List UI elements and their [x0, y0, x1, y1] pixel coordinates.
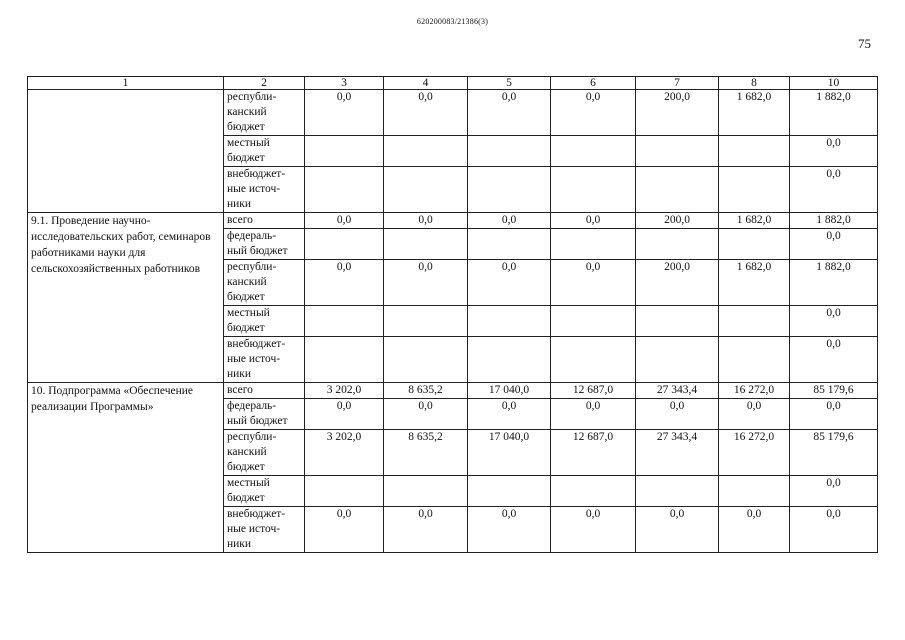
value-cell: 17 040,0 [468, 430, 551, 476]
value-cell: 16 272,0 [719, 383, 790, 399]
funding-source-cell: всего [224, 213, 305, 229]
value-cell [551, 476, 636, 507]
column-header: 7 [636, 77, 719, 90]
value-cell: 85 179,6 [790, 430, 878, 476]
value-cell [384, 337, 468, 383]
value-cell: 0,0 [468, 90, 551, 136]
funding-source-cell: местный бюджет [224, 306, 305, 337]
value-cell [719, 229, 790, 260]
column-header-row [28, 77, 878, 90]
value-cell: 1 882,0 [790, 213, 878, 229]
value-cell [384, 306, 468, 337]
value-cell: 0,0 [305, 90, 384, 136]
funding-source-cell: федераль- ный бюджет [224, 399, 305, 430]
value-cell: 1 882,0 [790, 260, 878, 306]
value-cell: 0,0 [384, 90, 468, 136]
section-title-cell: 10. Подпрограмма «Обеспечение реализации Программы» [28, 383, 224, 553]
table-body [28, 90, 878, 553]
column-header: 10 [790, 77, 878, 90]
value-cell: 0,0 [384, 260, 468, 306]
column-header: 8 [719, 77, 790, 90]
table-row [28, 90, 878, 136]
value-cell: 0,0 [551, 260, 636, 306]
value-cell: 1 682,0 [719, 90, 790, 136]
value-cell: 0,0 [551, 90, 636, 136]
value-cell [636, 167, 719, 213]
value-cell [468, 136, 551, 167]
value-cell [636, 476, 719, 507]
value-cell: 8 635,2 [384, 383, 468, 399]
value-cell [305, 337, 384, 383]
value-cell: 1 882,0 [790, 90, 878, 136]
value-cell: 0,0 [305, 260, 384, 306]
value-cell: 16 272,0 [719, 430, 790, 476]
value-cell [384, 476, 468, 507]
page-number: 75 [858, 36, 871, 51]
value-cell: 0,0 [719, 507, 790, 553]
value-cell [551, 337, 636, 383]
value-cell [468, 306, 551, 337]
funding-source-cell: внебюджет- ные источ- ники [224, 167, 305, 213]
value-cell [305, 306, 384, 337]
funding-source-cell: местный бюджет [224, 136, 305, 167]
value-cell: 0,0 [468, 507, 551, 553]
table-row [28, 213, 878, 229]
funding-source-cell: всего [224, 383, 305, 399]
value-cell [551, 136, 636, 167]
funding-source-cell: внебюджет- ные источ- ники [224, 507, 305, 553]
column-header: 5 [468, 77, 551, 90]
value-cell: 0,0 [305, 507, 384, 553]
value-cell: 27 343,4 [636, 383, 719, 399]
value-cell: 0,0 [719, 399, 790, 430]
column-header: 4 [384, 77, 468, 90]
value-cell: 0,0 [551, 399, 636, 430]
value-cell: 3 202,0 [305, 383, 384, 399]
value-cell: 0,0 [384, 213, 468, 229]
value-cell: 0,0 [384, 399, 468, 430]
value-cell: 0,0 [790, 337, 878, 383]
value-cell: 200,0 [636, 260, 719, 306]
value-cell [636, 229, 719, 260]
value-cell: 8 635,2 [384, 430, 468, 476]
column-header: 6 [551, 77, 636, 90]
value-cell: 0,0 [790, 399, 878, 430]
value-cell: 27 343,4 [636, 430, 719, 476]
value-cell [305, 229, 384, 260]
table-row [28, 383, 878, 399]
value-cell: 0,0 [468, 260, 551, 306]
value-cell: 0,0 [790, 229, 878, 260]
section-title-cell: 9.1. Проведение научно-исследовательских работ, семинаров работниками науки для сельскохозяйственных работников [28, 213, 224, 383]
value-cell [468, 476, 551, 507]
funding-source-cell: республи- канский бюджет [224, 90, 305, 136]
document-code: 620200083/21386(3) [416, 17, 489, 26]
column-header: 3 [305, 77, 384, 90]
value-cell: 0,0 [305, 399, 384, 430]
section-title-cell [28, 90, 224, 213]
value-cell [468, 229, 551, 260]
column-header: 1 [28, 77, 224, 90]
value-cell [468, 337, 551, 383]
value-cell [719, 136, 790, 167]
value-cell [719, 306, 790, 337]
value-cell: 1 682,0 [719, 213, 790, 229]
funding-source-cell: местный бюджет [224, 476, 305, 507]
value-cell [551, 306, 636, 337]
value-cell: 0,0 [468, 213, 551, 229]
funding-source-cell: внебюджет- ные источ- ники [224, 337, 305, 383]
value-cell: 0,0 [636, 507, 719, 553]
value-cell: 0,0 [468, 399, 551, 430]
value-cell [305, 476, 384, 507]
value-cell: 0,0 [384, 507, 468, 553]
value-cell [636, 136, 719, 167]
value-cell: 12 687,0 [551, 383, 636, 399]
value-cell [719, 476, 790, 507]
value-cell: 200,0 [636, 90, 719, 136]
value-cell [384, 229, 468, 260]
value-cell: 0,0 [551, 507, 636, 553]
value-cell: 0,0 [790, 136, 878, 167]
value-cell [719, 167, 790, 213]
value-cell [551, 167, 636, 213]
value-cell: 0,0 [551, 213, 636, 229]
value-cell [551, 229, 636, 260]
value-cell [719, 337, 790, 383]
column-header: 2 [224, 77, 305, 90]
value-cell: 0,0 [790, 167, 878, 213]
value-cell: 200,0 [636, 213, 719, 229]
funding-source-cell: республи- канский бюджет [224, 260, 305, 306]
value-cell: 0,0 [305, 213, 384, 229]
value-cell [636, 306, 719, 337]
value-cell [468, 167, 551, 213]
value-cell [384, 167, 468, 213]
value-cell: 85 179,6 [790, 383, 878, 399]
value-cell: 0,0 [636, 399, 719, 430]
funding-source-cell: федераль- ный бюджет [224, 229, 305, 260]
value-cell: 0,0 [790, 476, 878, 507]
value-cell: 17 040,0 [468, 383, 551, 399]
value-cell [305, 136, 384, 167]
funding-source-cell: республи- канский бюджет [224, 430, 305, 476]
value-cell [305, 167, 384, 213]
value-cell: 0,0 [790, 306, 878, 337]
value-cell: 1 682,0 [719, 260, 790, 306]
value-cell: 3 202,0 [305, 430, 384, 476]
value-cell: 12 687,0 [551, 430, 636, 476]
value-cell [636, 337, 719, 383]
value-cell: 0,0 [790, 507, 878, 553]
value-cell [384, 136, 468, 167]
budget-table [27, 76, 878, 553]
